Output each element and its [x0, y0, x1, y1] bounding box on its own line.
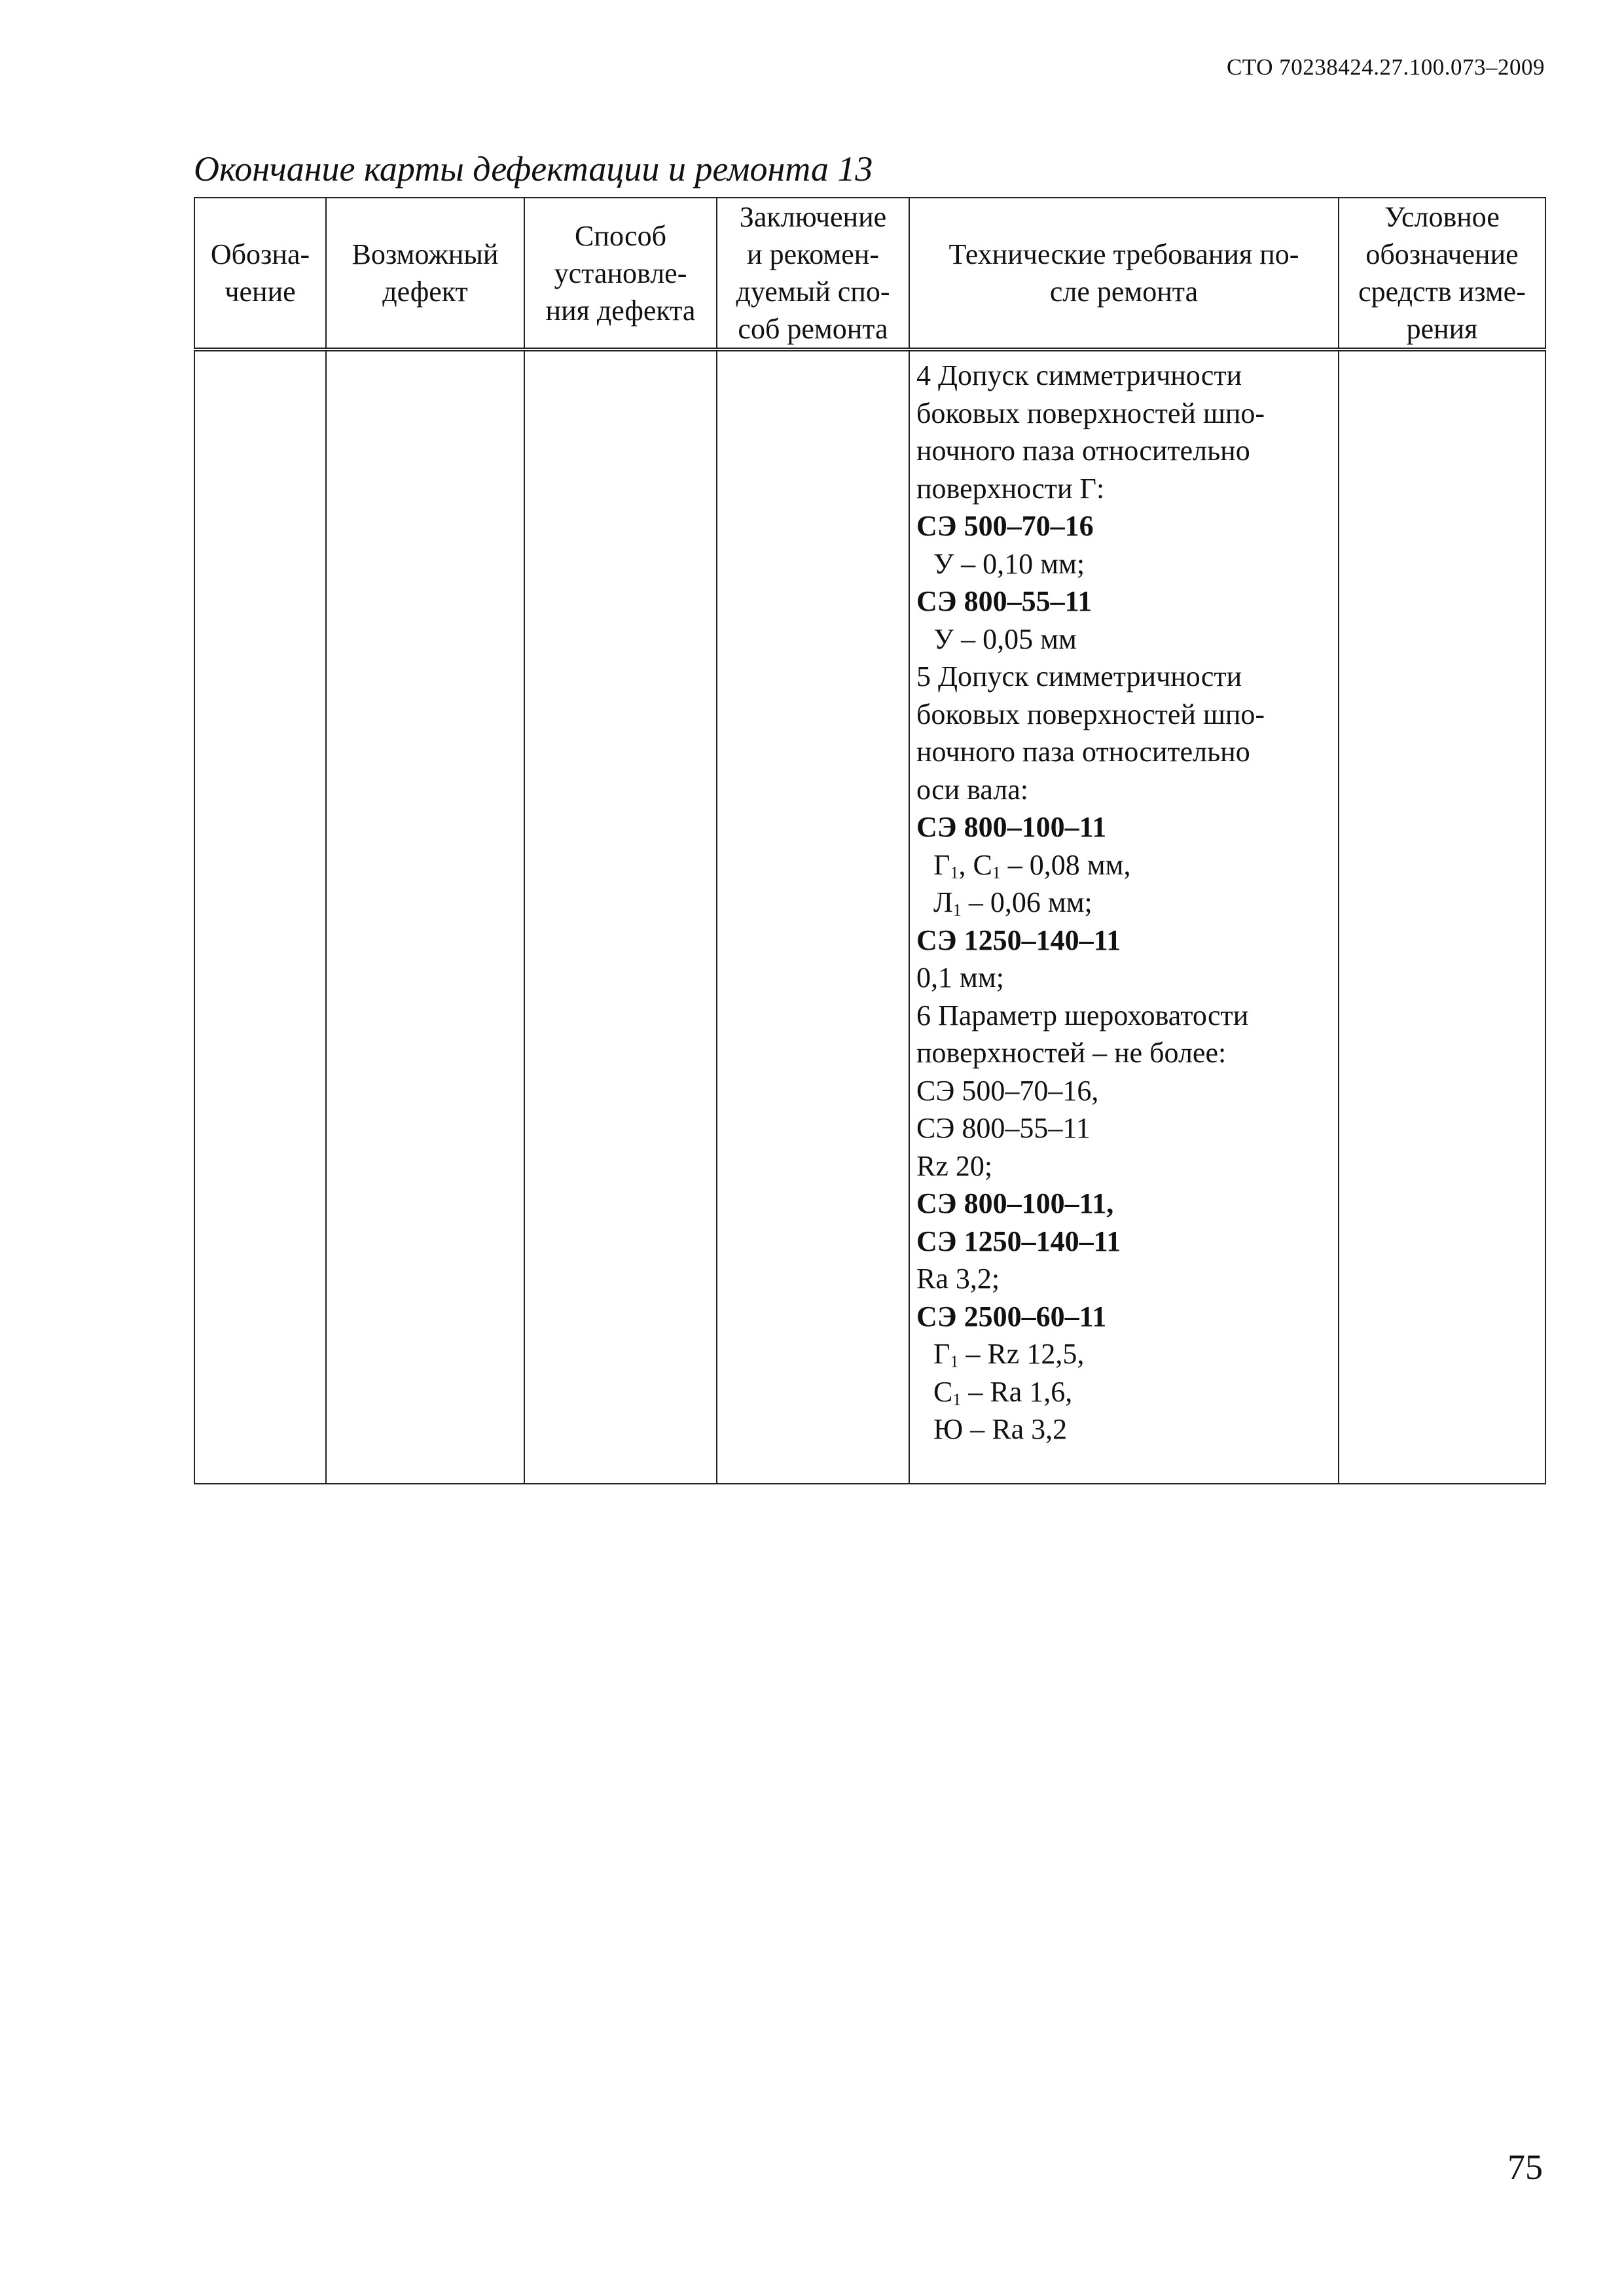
- column-header-label: Заключение и рекомен- дуемый спо- соб ремонта: [736, 201, 890, 345]
- requirement-line: боковых поверхностей шпо-: [916, 698, 1265, 730]
- defect-repair-table: [194, 197, 1546, 1484]
- column-header-measuring-means: [1339, 198, 1545, 350]
- table-row: [194, 350, 1545, 1484]
- cell-repair-method: [717, 350, 909, 1484]
- cell-measuring-means: [1339, 350, 1545, 1484]
- requirement-line: СЭ 500–70–16,: [916, 1074, 1099, 1107]
- requirement-line: СЭ 1250–140–11: [916, 1225, 1121, 1257]
- requirement-line: $Г_1$ – Rz 12,5,: [933, 1338, 1085, 1371]
- requirement-line: ночного паза относительно: [916, 435, 1250, 467]
- requirements-text: [910, 351, 1338, 1448]
- cell-detection-method: [524, 350, 717, 1484]
- requirement-line: оси вала:: [916, 773, 1028, 806]
- column-header-repair-method: [717, 198, 909, 350]
- requirement-line: У – 0,10 мм;: [933, 547, 1085, 580]
- requirement-line: СЭ 1250–140–11: [916, 924, 1121, 956]
- column-header-detection-method: [524, 198, 717, 350]
- requirement-line: $С_1$ – Ra 1,6,: [933, 1375, 1073, 1409]
- column-header-label: Условное обозначение средств изме- рения: [1358, 201, 1526, 345]
- requirement-line: СЭ 500–70–16: [916, 510, 1094, 542]
- requirement-line: Ю – Ra 3,2: [933, 1413, 1068, 1445]
- requirement-line: поверхности Г:: [916, 472, 1105, 505]
- requirement-line: СЭ 800–55–11: [916, 585, 1092, 617]
- cell-requirements: [909, 350, 1339, 1484]
- requirement-line: Ra 3,2;: [916, 1263, 1000, 1295]
- cell-defect: [326, 350, 524, 1484]
- table-caption: Окончание карты дефектации и ремонта 13: [194, 149, 873, 188]
- requirement-line: СЭ 2500–60–11: [916, 1300, 1107, 1333]
- requirement-line: СЭ 800–100–11,: [916, 1187, 1114, 1219]
- requirement-line: 6 Параметр шероховатости: [916, 999, 1249, 1031]
- column-header-label: Обозна- чение: [210, 238, 310, 308]
- column-header-defect: [326, 198, 524, 350]
- column-header-label: Технические требования по- сле ремонта: [948, 238, 1299, 308]
- cell-designation: [194, 350, 326, 1484]
- requirement-line: 4 Допуск симметричности: [916, 359, 1242, 391]
- requirement-line: боковых поверхностей шпо-: [916, 397, 1265, 429]
- requirement-line: поверхностей – не более:: [916, 1037, 1227, 1069]
- column-header-label: Возможный дефект: [352, 238, 499, 308]
- table-header: [194, 198, 1545, 350]
- document-code: СТО 70238424.27.100.073–2009: [1226, 54, 1545, 80]
- requirement-line: Rz 20;: [916, 1149, 993, 1182]
- column-header-designation: [194, 198, 326, 350]
- requirement-line: 5 Допуск симметричности: [916, 660, 1242, 692]
- requirement-line: СЭ 800–55–11: [916, 1112, 1091, 1144]
- column-header-label: Способ установле- ния дефекта: [545, 219, 696, 327]
- requirement-line: У – 0,05 мм: [933, 622, 1077, 655]
- requirement-line: СЭ 800–100–11: [916, 811, 1107, 843]
- page-number: 75: [1507, 2147, 1543, 2187]
- requirement-line: 0,1 мм;: [916, 961, 1004, 994]
- column-header-requirements: [909, 198, 1339, 350]
- requirement-line: $Г_1$, $С_1 - 0,08$ мм,: [933, 848, 1131, 882]
- requirement-line: $Л_1 - 0,06$ мм;: [933, 886, 1092, 920]
- requirement-line: ночного паза относительно: [916, 736, 1250, 768]
